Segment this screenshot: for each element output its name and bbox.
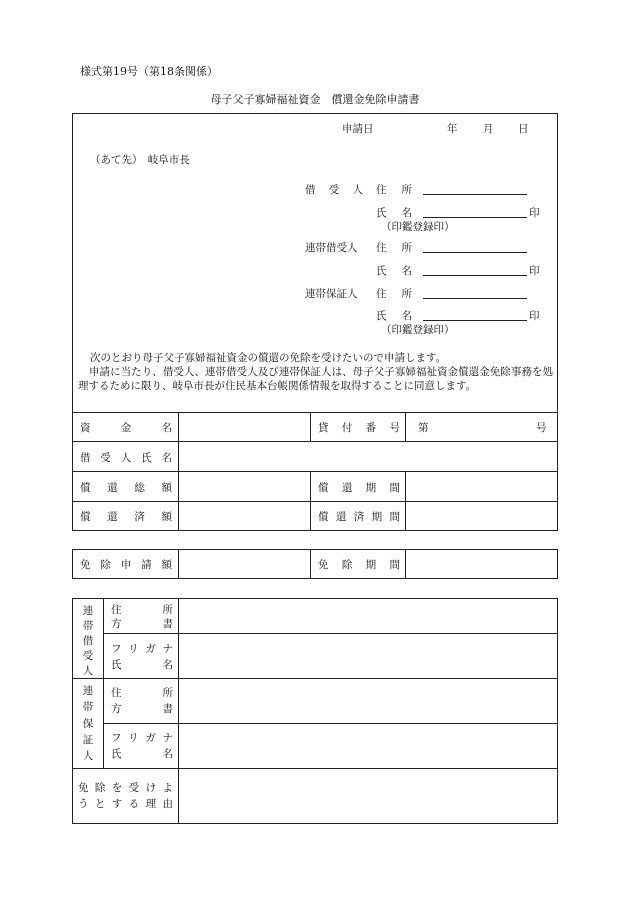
guarantor-address-row-field[interactable]: [179, 679, 556, 722]
borrower-name-row-label: 借 受 人 氏 名: [80, 452, 172, 464]
table3-left: [72, 598, 73, 824]
borrower-name-label: 氏 名: [376, 207, 412, 219]
co-borrower-address-field[interactable]: [423, 252, 527, 253]
guarantor-name-row-label: 氏 名: [111, 748, 173, 760]
loan-number-prefix: 第: [418, 422, 429, 434]
total-repayment-label: 償 還 総 額: [80, 482, 172, 494]
table2-left: [72, 549, 73, 579]
co-borrower-furigana-label: フ リ ガ ナ: [111, 643, 173, 655]
guarantor-char-2: 帯: [82, 701, 94, 714]
repaid-period-field[interactable]: [406, 502, 556, 529]
co-borrower-seal: 印: [529, 265, 540, 277]
guarantor-address-row-sub: 方 書: [111, 703, 173, 715]
exemption-period-label: 免 除 期 間: [318, 559, 400, 571]
co-borrower-char-5: 人: [82, 665, 94, 677]
guarantor-address-row-label: 住 所: [111, 687, 173, 699]
co-borrower-char-3: 借: [82, 635, 94, 647]
guarantor-char-5: 人: [82, 750, 94, 762]
co-borrower-name-row-field[interactable]: [179, 634, 556, 677]
table3-col-a: [103, 598, 104, 768]
table2-right: [557, 549, 558, 579]
guarantor-label: 連帯保証人: [305, 288, 358, 300]
borrower-address-label: 住 所: [376, 184, 412, 196]
day-label: 日: [518, 123, 529, 135]
table2-bottom: [72, 578, 558, 579]
table1-col-b2: [310, 471, 311, 530]
reason-label-line2: う と す る 理 由: [78, 798, 173, 810]
statement-line1: 次のとおり母子父子寡婦福祉資金の償還の免除を受けたいので申請します。: [90, 352, 447, 364]
main-box-left: [72, 113, 73, 531]
borrower-name-row-field[interactable]: [179, 442, 556, 470]
repayment-period-label: 償 還 期 間: [318, 482, 400, 494]
table2-col-b: [310, 549, 311, 579]
total-repayment-field[interactable]: [179, 472, 309, 500]
borrower-registered-seal-note: （印鑑登録印）: [381, 221, 455, 233]
borrower-label: 借 受 人: [305, 184, 363, 196]
addressee: （あて先） 岐阜市長: [90, 154, 190, 166]
guarantor-seal: 印: [529, 310, 540, 322]
co-borrower-address-row-field[interactable]: [179, 599, 556, 632]
exemption-period-field[interactable]: [406, 550, 556, 577]
document-title: 母子父子寡婦福祉資金 償還金免除申請書: [210, 93, 420, 106]
fund-name-label: 資 金 名: [80, 422, 172, 434]
table3-right: [557, 598, 558, 824]
co-borrower-address-row-label: 住 所: [111, 604, 173, 616]
co-borrower-name-row-label: 氏 名: [111, 659, 173, 671]
reason-field[interactable]: [179, 769, 556, 822]
table3-bottom: [72, 823, 558, 824]
reason-label-line1: 免 除 を 受 け よ: [78, 782, 173, 794]
loan-number-suffix: 号: [536, 422, 547, 434]
application-date-label: 申請日: [342, 123, 374, 135]
table1-line-e: [72, 530, 558, 531]
co-borrower-char-4: 受: [82, 650, 94, 662]
guarantor-furigana-label: フ リ ガ ナ: [111, 732, 173, 744]
statement-line2: 申請に当たり、借受人、連帯借受人及び連帯保証人は、母子父子寡婦福祉資金償還金免除事務を処理するために限り、岐阜市長が住民基本台帳関係情報を取得することに同意します。: [78, 366, 553, 392]
table1-col-c1: [405, 412, 406, 441]
co-borrower-label: 連帯借受人: [305, 242, 358, 254]
guarantor-address-field[interactable]: [423, 298, 527, 299]
co-borrower-char-1: 連: [82, 605, 94, 617]
repaid-amount-label: 償 還 済 額: [80, 511, 172, 523]
guarantor-char-4: 証: [82, 733, 94, 746]
guarantor-name-field[interactable]: [423, 320, 527, 321]
co-borrower-address-label: 住 所: [376, 242, 412, 254]
co-borrower-name-field[interactable]: [423, 275, 527, 276]
guarantor-name-label: 氏 名: [376, 310, 412, 322]
guarantor-char-1: 連: [82, 685, 94, 697]
guarantor-registered-seal-note: （印鑑登録印）: [381, 324, 455, 336]
guarantor-char-3: 保: [82, 717, 94, 730]
guarantor-vertical-label: [78, 683, 98, 763]
exemption-amount-field[interactable]: [179, 550, 309, 577]
loan-number-field[interactable]: [435, 413, 530, 440]
co-borrower-name-label: 氏 名: [376, 265, 412, 277]
main-box-right: [557, 113, 558, 531]
co-borrower-address-row-sub: 方 書: [111, 618, 173, 630]
main-box-top: [72, 113, 558, 114]
repayment-period-field[interactable]: [406, 472, 556, 500]
repaid-period-label: 償 還 済 期 間: [318, 511, 400, 523]
borrower-address-field[interactable]: [423, 194, 527, 195]
repaid-amount-field[interactable]: [179, 502, 309, 529]
form-number: 様式第19号（第18条関係）: [80, 65, 218, 78]
guarantor-name-row-field[interactable]: [179, 724, 556, 767]
borrower-name-field[interactable]: [423, 217, 527, 218]
table1-col-b1: [310, 412, 311, 441]
loan-number-label: 貸 付 番 号: [318, 422, 400, 434]
fund-name-field[interactable]: [179, 413, 309, 440]
month-label: 月: [483, 123, 494, 135]
borrower-seal: 印: [529, 207, 540, 219]
guarantor-address-label: 住 所: [376, 288, 412, 300]
year-label: 年: [447, 123, 458, 135]
co-borrower-vertical-label: [78, 603, 98, 677]
exemption-amount-label: 免 除 申 請 額: [80, 559, 172, 571]
co-borrower-char-2: 帯: [82, 620, 94, 632]
